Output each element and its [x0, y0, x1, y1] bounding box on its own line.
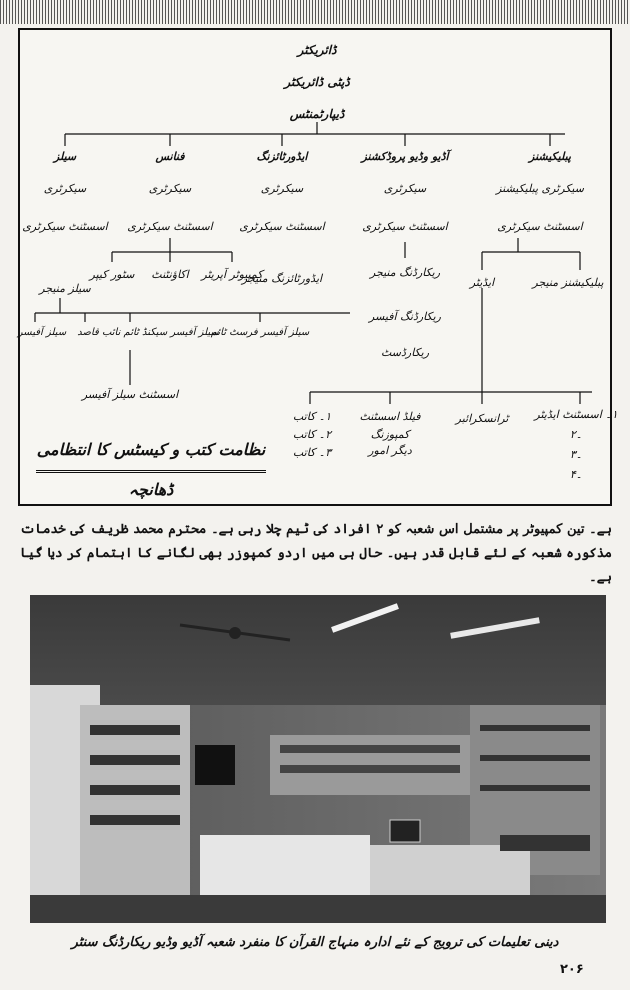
av-recordist: ریکارڈسٹ: [380, 346, 430, 359]
bottom-asst-editor-1: ۱۔ اسسٹنٹ ایڈیٹر: [534, 408, 618, 421]
pub-manager: پبلیکیشنز منیجر: [532, 276, 604, 289]
pub-secretary: سیکرٹری پبلیکیشنز: [496, 182, 584, 195]
finance-asst-secretary: اسسٹنٹ سیکرٹری: [127, 220, 213, 233]
director-label: ڈائریکٹر: [297, 43, 337, 57]
asst-sales-officer: اسسٹنٹ سیلز آفیسر: [81, 388, 179, 401]
finance-store-keeper: سٹور کیپر: [89, 268, 135, 281]
dept-sales: سیلز: [53, 150, 77, 163]
pub-editor: ایڈیٹر: [469, 276, 495, 289]
bottom-transcriber: ٹرانسکرائبر: [455, 412, 509, 425]
dept-publications: پبلیکیشنز: [529, 150, 571, 163]
sales-officer-second: سیلز آفیسر سیکنڈ ٹائم نائب قاصد: [77, 327, 219, 338]
photo-illustration: [30, 595, 606, 923]
page-number: ۲۰۶: [560, 962, 584, 977]
bottom-other-matters: دیگر امور: [368, 444, 412, 457]
bottom-katib-1: ۱۔ کاتب: [292, 410, 332, 423]
bottom-asst-editor-4: ۔۴: [569, 468, 583, 481]
org-chart-caption: نظامت کتب و کیسٹس کا انتظامی ڈھانچہ: [36, 430, 266, 473]
photo-caption: دینی تعلیمات کی ترویج کے نئے ادارہ منہاج القرآن کا منفرد شعبہ آڈیو وڈیو ریکارڈنگ سنٹر: [71, 935, 559, 950]
sales-secretary: سیکرٹری: [43, 182, 87, 195]
body-paragraph: ہے۔ تین کمپیوٹر پر مشتمل اس شعبہ کو ۲ افراد کی ٹیم چلا رہی ہے۔ محترم محمد ظریف کی خدمات مذکورہ شعبہ کے لئے قابل قدر ہیں۔ حال ہی میں اردو کمپوزر بھی لگانے کا اہتمام کر دیا گیا ہے۔: [20, 522, 612, 585]
finance-computer-operator: کمپیوٹر آپریٹر: [201, 268, 263, 281]
bottom-composing: کمپوزنگ: [370, 428, 410, 441]
adv-secretary: سیکرٹری: [260, 182, 304, 195]
deputy-director-label: ڈپٹی ڈائریکٹر: [284, 75, 350, 89]
adv-manager: ایڈورٹائزنگ منیجر: [241, 272, 323, 285]
pub-asst-secretary: اسسٹنٹ سیکرٹری: [497, 220, 583, 233]
departments-label: ڈیپارٹمنٹس: [289, 107, 345, 121]
av-secretary: سیکرٹری: [383, 182, 427, 195]
dept-finance: فنانس: [155, 150, 185, 163]
org-chart-frame: [17, 28, 618, 506]
bottom-asst-editor-3: ۔۳: [569, 448, 583, 461]
bottom-asst-editor-2: ۔۲: [569, 428, 583, 441]
bottom-katib-2: ۲۔ کاتب: [292, 428, 332, 441]
finance-secretary: سیکرٹری: [148, 182, 192, 195]
sales-manager: سیلز منیجر: [39, 282, 91, 295]
dept-advertising: ایڈورٹائزنگ: [256, 150, 308, 163]
dept-audio-video: آڈیو وڈیو پروڈکشنز: [361, 150, 449, 163]
sales-officer: سیلز آفیسر: [17, 327, 67, 338]
sales-officer-first: سیلز آفیسر فرسٹ ٹائم: [210, 327, 310, 338]
finance-accountant: اکاؤنٹنٹ: [151, 268, 189, 281]
av-recording-officer: ریکارڈنگ آفیسر: [369, 310, 441, 323]
av-recording-manager: ریکارڈنگ منیجر: [369, 266, 441, 279]
sales-asst-secretary: اسسٹنٹ سیکرٹری: [22, 220, 108, 233]
bottom-field-assistant: فیلڈ اسسٹنٹ: [359, 410, 421, 423]
adv-asst-secretary: اسسٹنٹ سیکرٹری: [239, 220, 325, 233]
top-hatch-border: [0, 0, 630, 24]
bottom-katib-3: ۳۔ کاتب: [292, 446, 332, 459]
av-asst-secretary: اسسٹنٹ سیکرٹری: [362, 220, 448, 233]
recording-center-photo: [30, 595, 606, 923]
